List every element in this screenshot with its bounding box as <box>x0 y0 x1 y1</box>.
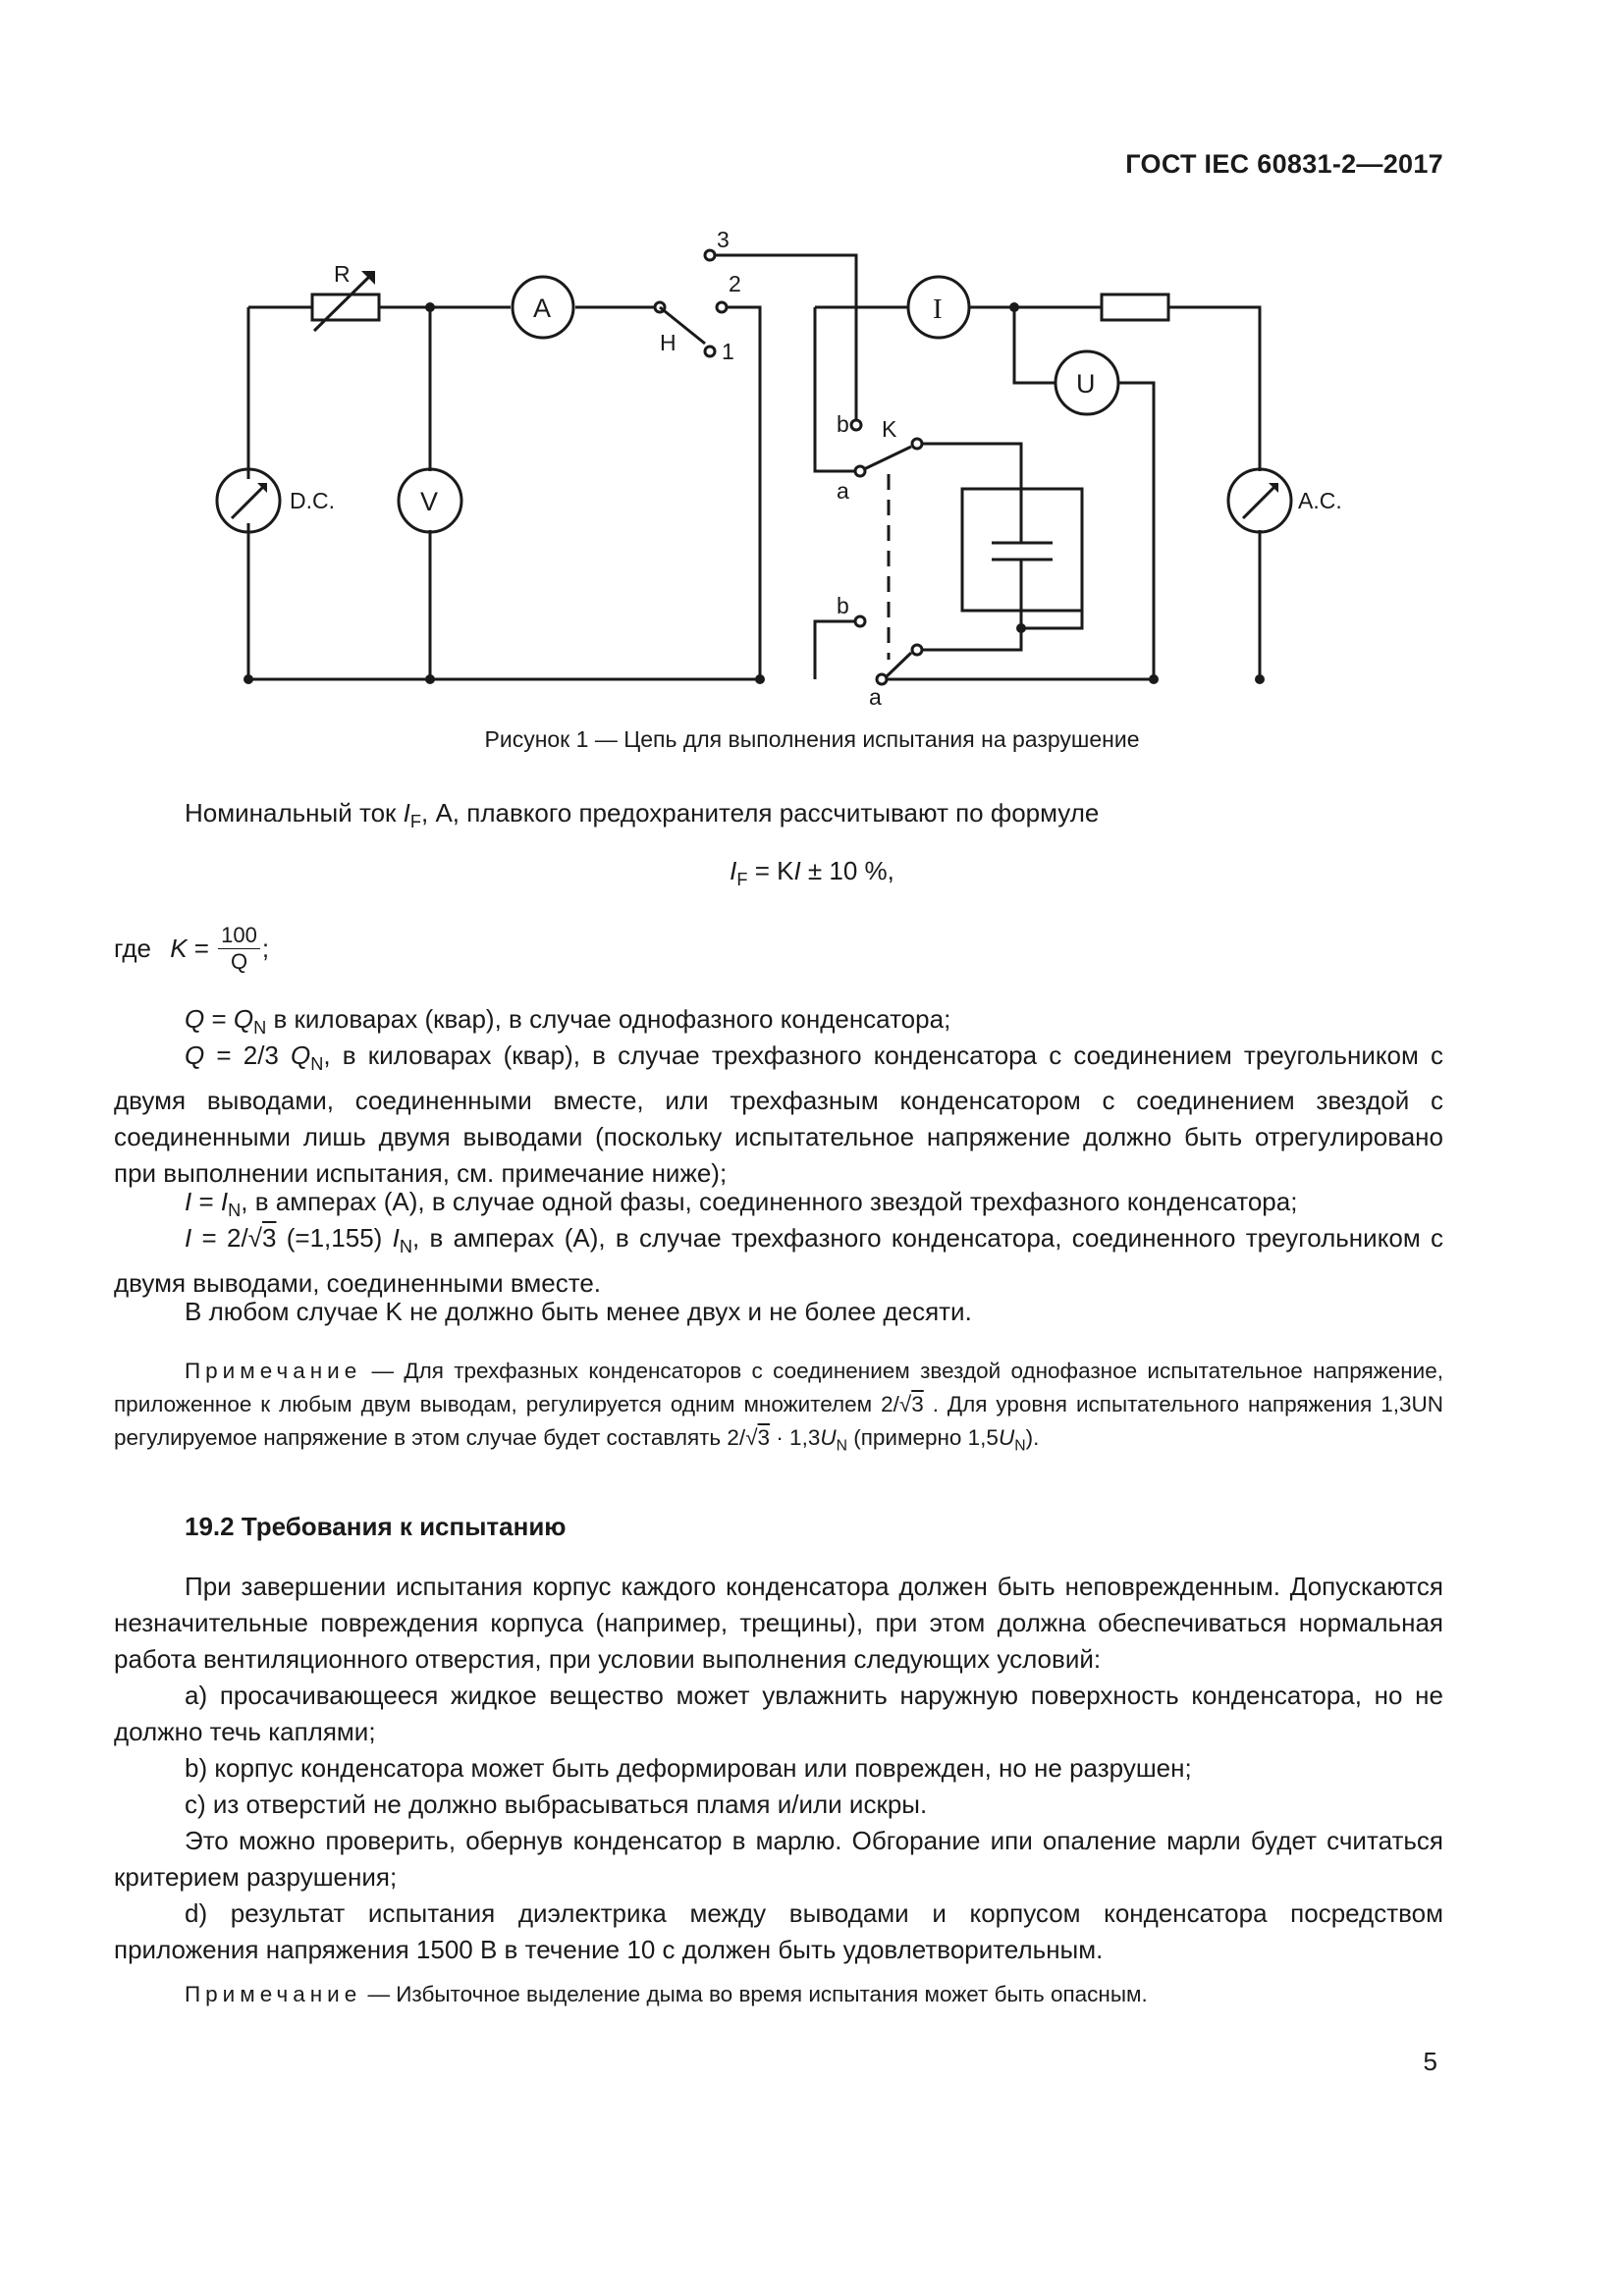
q-three-phase: Q = 2/3 $Q_N$, в киловарах (квар), в случае трехфазного конденсатора с соединением треугольником с двумя выводами, соединенными вместе, или трехфазным конденсатором с соединением звездой с соединенными лишь двумя выводами (поскольку испытательное напряжение должно быть отрегулировано при выполнении испытания, см. примечание ниже); <box>114 1041 1444 1189</box>
item-c: c) из отверстий не должно выбрасываться пламя и/или искры. <box>185 1789 928 1819</box>
document-header: ГОСТ IEC 60831-2—2017 <box>1125 149 1443 179</box>
label-a: A <box>533 294 552 323</box>
label-u: U <box>1076 369 1096 399</box>
section-heading: 19.2 Требования к испытанию <box>185 1512 567 1541</box>
item-d: d) результат испытания диэлектрика между выводами и корпусом конденсатора посредством приложения напряжения 1500 В в течение 10 с должен быть удовлетворительным. <box>114 1898 1443 1964</box>
paragraph-requirements: При завершении испытания корпус каждого конденсатора должен быть неповрежденным. Допускаются незначительные повреждения корпуса (например, трещины), при этом должна обеспечиваться нормальная работа вентиляционного отверстия, при условии выполнения следующих условий: <box>114 1572 1443 1674</box>
capacitor <box>992 489 1082 628</box>
label-1: 1 <box>722 339 734 364</box>
label-dc: D.C. <box>290 488 335 513</box>
item-a: a) просачивающееся жидкое вещество может увлажнить наружную поверхность конденсатора, но не должно течь каплями; <box>114 1681 1443 1746</box>
label-ac: A.C. <box>1298 488 1342 513</box>
label-h: H <box>660 330 677 355</box>
q-single-phase: $Q = Q_N$ в киловарах (квар), в случае однофазного конденсатора; <box>185 1004 951 1039</box>
note-1: Примечание — Для трехфазных конденсаторов с соединением звездой однофазное испытательное напряжение, приложенное к любым двум выводам, регулируется одним множителем 2/√3 . Для уровня испытательного напряжения 1,3UN регулируемое напряжение в этом случае будет составлять $2/√3 \cdot 1,3U_N$ (примерно $1,5U_N$). <box>114 1359 1444 1455</box>
paragraph-check: Это можно проверить, обернув конденсатор в марлю. Обгорание ипи опаление марли будет считаться критерием разрушения; <box>114 1826 1443 1892</box>
label-2: 2 <box>729 271 741 296</box>
label-b-bottom: b <box>837 593 849 618</box>
label-k: K <box>882 416 897 442</box>
item-b: b) корпус конденсатора может быть деформирован или поврежден, но не разрушен; <box>185 1753 1192 1783</box>
label-i: I <box>933 294 943 325</box>
label-v: V <box>420 487 439 516</box>
figure-caption: Рисунок 1 — Цепь для выполнения испытания на разрушение <box>484 726 1140 752</box>
resistor-right <box>1102 294 1168 320</box>
page-number: 5 <box>1423 2047 1437 2076</box>
note-2: Примечание — Избыточное выделение дыма во время испытания может быть опасным. <box>185 1982 1148 2006</box>
formula: $I_F$ = KI ± 10 %, <box>730 856 894 890</box>
intro-line: Номинальный ток $I_F$, А, плавкого предохранителя рассчитывают по формуле <box>185 798 1100 832</box>
where-k: где K = $\frac{100}{Q}$ ; <box>114 923 270 974</box>
label-3: 3 <box>717 227 730 252</box>
i-three-phase: I = 2/√3 (=1,155) $I_N$, в амперах (А), в случае трехфазного конденсатора, соединенного треугольником с двумя выводами, соединенными вместе. <box>114 1223 1443 1299</box>
label-r: R <box>334 261 351 287</box>
k-limit: В любом случае K не должно быть менее двух и не более десяти. <box>185 1297 972 1326</box>
circuit-diagram <box>196 211 1342 721</box>
label-a-bottom: a <box>869 684 882 710</box>
label-b-top: b <box>837 411 849 437</box>
label-a-top: a <box>837 478 849 504</box>
i-single-phase: $I = I_N$, в амперах (А), в случае одной фазы, соединенного звездой трехфазного конденсатора; <box>185 1187 1298 1221</box>
